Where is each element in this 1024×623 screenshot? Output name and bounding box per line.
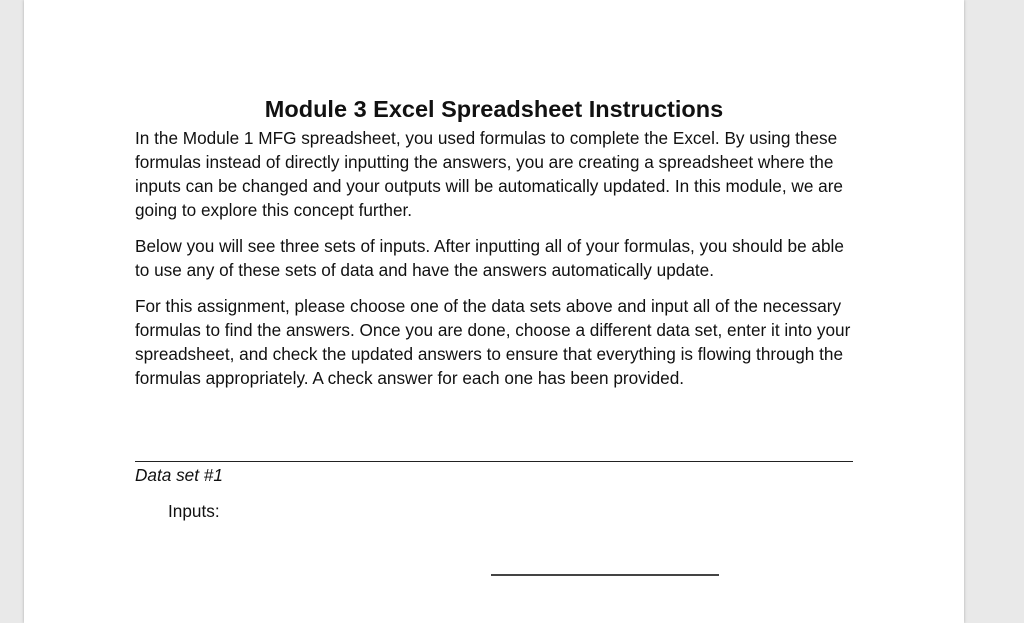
section-divider (135, 461, 853, 462)
instructions-section (135, 94, 853, 390)
paragraph-intro: In the Module 1 MFG spreadsheet, you used formulas to complete the Excel. By using these formulas instead of directly inputting the answers, you are creating a spreadsheet where the inputs can be changed and your outputs will be automatically updated. In this module, we are going to explore this concept further. (135, 128, 843, 220)
paragraph-assignment: For this assignment, please choose one of the data sets above and input all of the necessary formulas to find the answers. Once you are done, choose a different data set, enter it into your spreadsheet, and check the updated answers to ensure that everything is flowing through the formulas appropriately. A check answer for each one has been provided. (135, 296, 851, 388)
dataset-heading: Data set #1 (135, 465, 223, 485)
paragraph-inputs: Below you will see three sets of inputs. After inputting all of your formulas, you should be able to use any of these sets of data and have the answers automatically update. (135, 236, 844, 280)
document-page (24, 0, 964, 623)
inputs-label: Inputs: (168, 501, 220, 521)
document-title: Module 3 Excel Spreadsheet Instructions (264, 96, 724, 122)
table-top-rule (491, 574, 719, 576)
